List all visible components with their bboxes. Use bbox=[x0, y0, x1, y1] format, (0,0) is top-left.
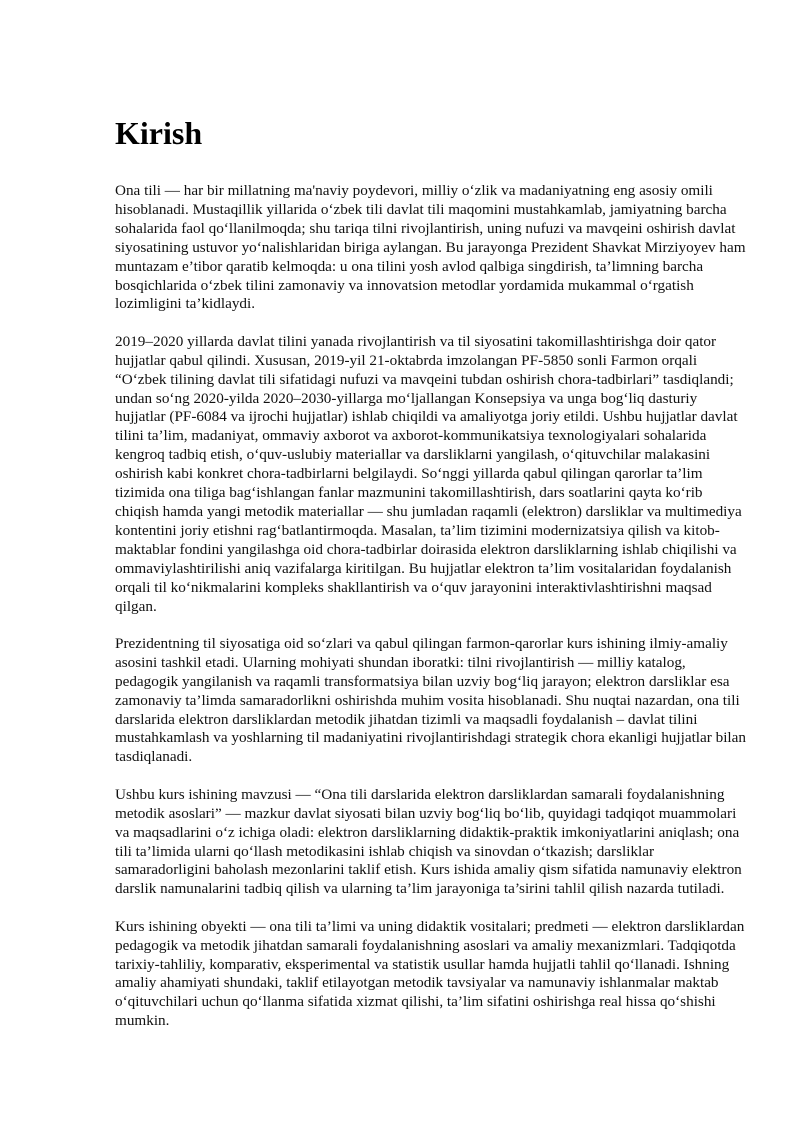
paragraph-5: Kurs ishining obyekti — ona tili ta’limi va uning didaktik vositalari; predmeti — elektron darsliklardan pedagogik va metodik jihatdan samarali foydalanishning asoslari va amaliy mexanizmlari. Tadqiqotda tarixiy-tahliliy, komparativ, eksperimental va statistik usullar hamda hujjatli tahlil qo‘llanadi. Ishning amaliy ahamiyati shundaki, taklif etilayotgan metodik tavsiyalar va namunaviy ishlanmalar maktab o‘qituvchilari uchun qo‘llanma sifatida xizmat qilishi, ta’lim sifatini oshirishga real hissa qo‘shishi mumkin. bbox=[115, 917, 745, 1030]
paragraph-1: Ona tili — har bir millatning ma'naviy poydevori, milliy o‘zlik va madaniyatning eng asosiy omili hisoblanadi. Mustaqillik yillarida o‘zbek tili davlat tili maqomini mustahkamlab, jamiyatning barcha sohalarida faol qo‘llanilmoqda; shu tariqa tilni rivojlantirish, uning nufuzi va mavqeini oshirish davlat siyosatining ustuvor yo‘nalishlaridan biriga aylangan. Bu jarayonga Prezident Shavkat Mirziyoyev ham muntazam e’tibor qaratib kelmoqda: u ona tilini yosh avlod qalbiga singdirish, ta’limning barcha bosqichlarida o‘zbek tilini zamonaviy va innovatsion metodlar yordamida mukammal o‘rgatish lozimligini ta’kidlaydi. bbox=[115, 182, 746, 313]
paragraph-4: Ushbu kurs ishining mavzusi — “Ona tili darslarida elektron darsliklardan samarali foydalanishning metodik asoslari” — mazkur davlat siyosati bilan uzviy bog‘liq bo‘lib, quyidagi tadqiqot muammolari va maqsadlarini o‘z ichiga oladi: elektron darsliklarning didaktik-praktik imkoniyatlarini aniqlash; ona tili ta’limida ularni qo‘llash metodikasini ishlab chiqish va sinovdan o‘tkazish; darsliklar samaradorligini baholash mezonlarini taklif etish. Kurs ishida amaliy qism sifatida namunaviy elektron darslik namunalarini tadbiq qilish va ularning ta’lim jarayoniga ta’sirini tahlil qilish nazarda tutiladi. bbox=[115, 785, 742, 898]
page-title: Kirish bbox=[115, 115, 203, 151]
paragraph-3: Prezidentning til siyosatiga oid so‘zlari va qabul qilingan farmon-qarorlar kurs ishining ilmiy-amaliy asosini tashkil etadi. Ularning mohiyati shundan iboratki: tilni rivojlantirish — milliy katalog, pedagogik yangilanish va raqamli transformatsiya bilan uzviy bog‘liq jarayon; elektron darsliklar esa zamonaviy ta’limda samaradorlikni oshirishda muhim vosita hisoblanadi. Shu nuqtai nazardan, ona tili darslarida elektron darsliklardan metodik jihatdan tizimli va maqsadli foydalanish – davlat tilini mustahkamlash va yoshlarning til madaniyatini rivojlantirishdagi strategik chora ekanligi hujjatlar bilan tasdiqlanadi. bbox=[115, 634, 746, 766]
document-page bbox=[115, 112, 747, 1050]
paragraph-2: 2019–2020 yillarda davlat tilini yanada rivojlantirish va til siyosatini takomillashtirishga doir qator hujjatlar qabul qilindi. Xususan, 2019-yil 21-oktabrda imzolangan PF-5850 sonli Farmon orqali “O‘zbek tilining davlat tili sifatidagi nufuzi va mavqeini tubdan oshirish chora-tadbirlari” tasdiqlandi; undan so‘ng 2020-yilda 2020–2030-yillarga mo‘ljallangan Konsepsiya va unga bog‘liq dasturiy hujjatlar (PF-6084 va ijrochi hujjatlar) ishlab chiqildi va amaliyotga joriy etildi. Ushbu hujjatlar davlat tilini ta’lim, madaniyat, ommaviy axborot va axborot-kommunikatsiya texnologiyalari sohalarida kengroq tadbiq etish, o‘quv-uslubiy materiallar va darsliklarni yangilash, o‘qituvchilar malakasini oshirish kabi konkret chora-tadbirlarni belgilaydi. So‘nggi yillarda qabul qilingan qarorlar ta’lim tizimida ona tiliga bag‘ishlangan fanlar mazmunini takomillashtirish, dars soatlarini qayta ko‘rib chiqish hamda yangi metodik materiallar — shu jumladan raqamli (elektron) darsliklar va multimediya kontentini joriy etishni rag‘batlantirmoqda. Masalan, ta’lim tizimini modernizatsiya qilish va kitob-maktablar fondini yangilashga oid chora-tadbirlar doirasida elektron darsliklarning ishlab chiqilishi va ommaviylashtirilishi aniq vazifalarga kiritilgan. Bu hujjatlar elektron ta’lim vositalaridan foydalanish orqali til ko‘nikmalarini kompleks shakllantirish va o‘quv jarayonini interaktivlashtirishni maqsad qilgan. bbox=[115, 332, 742, 615]
